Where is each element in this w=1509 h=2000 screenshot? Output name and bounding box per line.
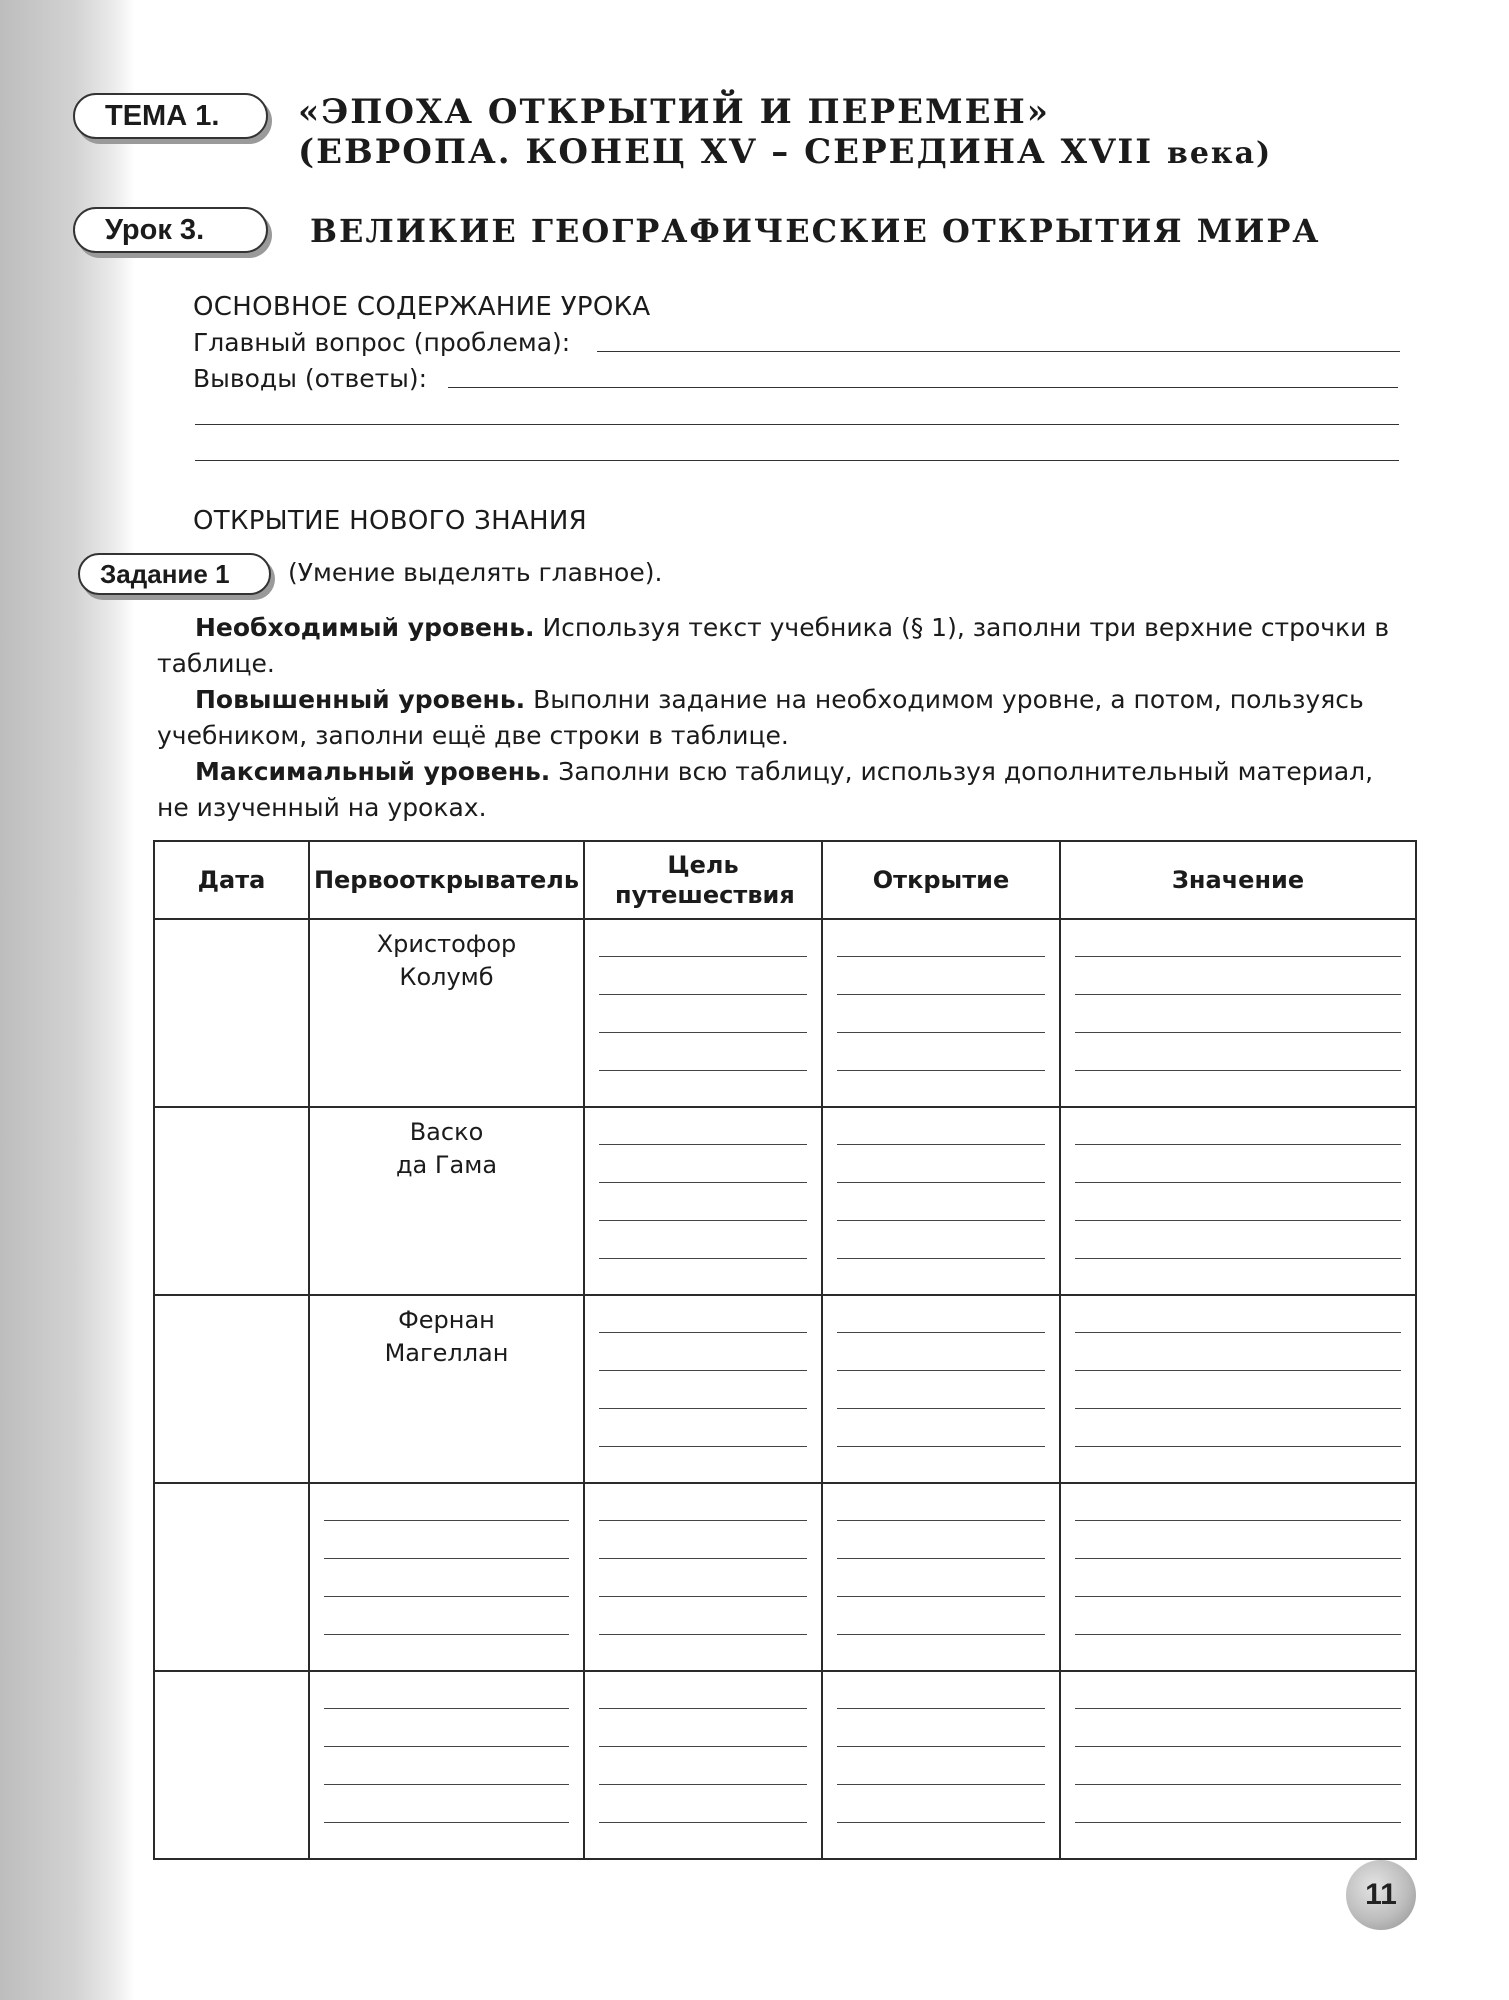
significance-cell[interactable] [1060,1483,1416,1671]
date-cell[interactable] [154,1295,309,1483]
discovery-cell[interactable] [822,1107,1060,1295]
discovery-cell[interactable] [822,919,1060,1107]
conclusions-answer-line[interactable] [195,424,1399,425]
discoverer-name-line1: Васко [409,1118,484,1146]
significance-cell[interactable] [1060,1107,1416,1295]
purpose-cell[interactable] [584,1483,822,1671]
lesson-badge: Урок 3. [73,207,268,253]
main-content-heading: ОСНОВНОЕ СОДЕРЖАНИЕ УРОКА [193,292,651,322]
discoverer-cell[interactable] [309,1671,584,1859]
level-required-paragraph [157,610,1412,682]
purpose-cell[interactable] [584,919,822,1107]
discoveries-table [153,840,1417,1860]
lesson-title: ВЕЛИКИЕ ГЕОГРАФИЧЕСКИЕ ОТКРЫТИЯ МИРА [310,212,1321,250]
table-row [154,1671,1416,1859]
discoverer-name [310,1296,583,1370]
discoverer-name-line1: Фернан [398,1306,495,1334]
date-cell[interactable] [154,1483,309,1671]
topic-title-line2-tail: века) [1166,136,1273,171]
task-subtitle: (Умение выделять главное). [288,558,663,587]
topic-title-line2 [298,132,1272,172]
table-row [154,1483,1416,1671]
date-cell[interactable] [154,919,309,1107]
level-advanced-name: Повышенный уровень. [195,685,526,714]
discoverer-name-line1: Христофор [376,930,517,958]
discovery-cell[interactable] [822,1671,1060,1859]
significance-cell[interactable] [1060,919,1416,1107]
level-advanced-text: Выполни задание на необходимом уровне, а потом, пользуясь учебником, заполни ещё две строки в таблице. [157,685,1364,750]
conclusions-answer-line[interactable] [448,387,1398,388]
discoverer-cell [309,1107,584,1295]
discoverer-name-line2: Колумб [399,963,494,991]
discoverer-name-line2: да Гама [395,1151,498,1179]
header-date: Дата [154,841,309,919]
topic-title-line1: «ЭПОХА ОТКРЫТИЙ И ПЕРЕМЕН» [298,92,1050,132]
significance-cell[interactable] [1060,1295,1416,1483]
main-question-answer-line[interactable] [597,351,1400,352]
level-required-text: Используя текст учебника (§ 1), заполни три верхние строчки в таблице. [157,613,1390,678]
header-significance: Значение [1060,841,1416,919]
discovery-cell[interactable] [822,1295,1060,1483]
discovery-cell[interactable] [822,1483,1060,1671]
topic-badge: ТЕМА 1. [73,93,268,139]
discoverer-name [310,920,583,994]
level-maximum-paragraph [157,754,1412,826]
level-required-name: Необходимый уровень. [195,613,535,642]
table-row [154,1107,1416,1295]
date-cell[interactable] [154,1671,309,1859]
conclusions-answer-line[interactable] [195,460,1399,461]
header-discoverer: Первооткрыватель [309,841,584,919]
page-number: 11 [1346,1860,1416,1930]
discoverer-cell [309,919,584,1107]
date-cell[interactable] [154,1107,309,1295]
header-discovery: Открытие [822,841,1060,919]
main-question-label: Главный вопрос (проблема): [193,328,571,357]
discoverer-cell [309,1295,584,1483]
page-gutter-shadow [0,0,135,2000]
discoverer-name-line2: Магеллан [384,1339,509,1367]
level-maximum-text: Заполни всю таблицу, используя дополнительный материал, не изученный на уроках. [157,757,1374,822]
table-row [154,919,1416,1107]
table-row [154,1295,1416,1483]
new-knowledge-heading: ОТКРЫТИЕ НОВОГО ЗНАНИЯ [193,506,588,536]
purpose-cell[interactable] [584,1295,822,1483]
topic-title-line2-main: (ЕВРОПА. КОНЕЦ XV – СЕРЕДИНА XVII [298,132,1154,172]
discoverer-name [310,1108,583,1182]
purpose-cell[interactable] [584,1107,822,1295]
significance-cell[interactable] [1060,1671,1416,1859]
conclusions-label: Выводы (ответы): [193,364,428,393]
level-maximum-name: Максимальный уровень. [195,757,551,786]
purpose-cell[interactable] [584,1671,822,1859]
level-advanced-paragraph [157,682,1412,754]
table-header-row [154,841,1416,919]
discoverer-cell[interactable] [309,1483,584,1671]
task-badge: Задание 1 [78,553,271,595]
header-purpose: Цель путешествия [584,841,822,919]
